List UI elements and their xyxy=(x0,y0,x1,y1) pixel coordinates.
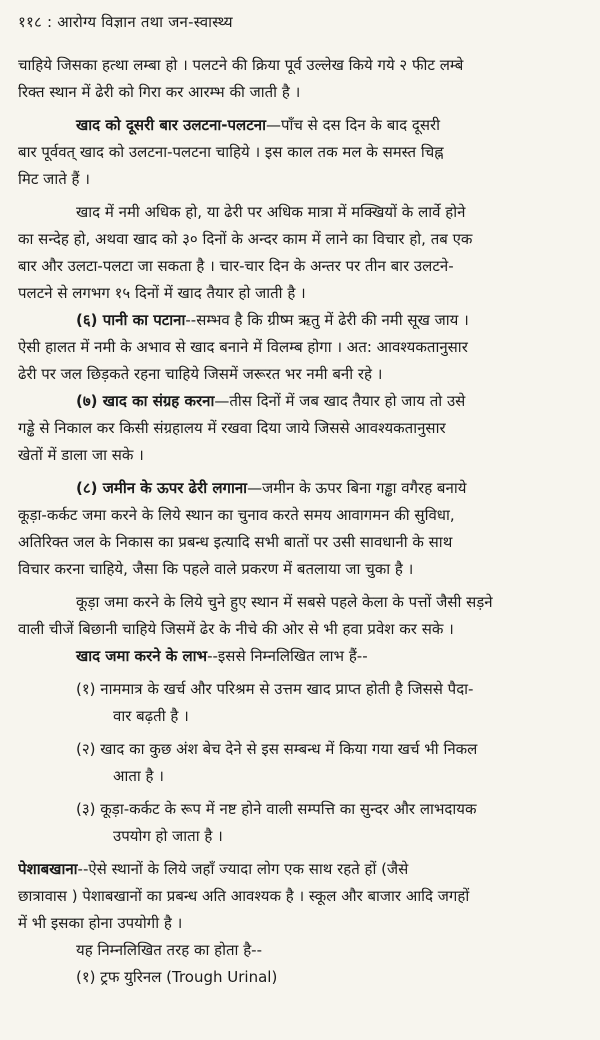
section-storage xyxy=(18,388,586,415)
text-line: कूड़ा-कर्कट जमा करने के लिये स्थान का चुनाव करते समय आवागमन की सुविधा, xyxy=(18,506,455,524)
text-line: खेतों में डाला जा सके । xyxy=(18,446,144,464)
section-heading: पेशाबखाना xyxy=(18,860,78,878)
text-span: --ऐसे स्थानों के लिये जहाँ ज्यादा लोग एक साथ रहते हों (जैसे xyxy=(77,860,409,878)
text-span: --सम्भव है कि ग्रीष्म ऋतु में ढेरी की नमी सूख जाय । xyxy=(185,311,469,329)
text-span: --इससे निम्नलिखित लाभ हैं-- xyxy=(207,647,368,665)
text-line: मिट जाते हैं । xyxy=(18,170,90,188)
list-item: (२) खाद का कुछ अंश बेच देने से इस सम्बन्ध में किया गया खर्च भी निकल xyxy=(76,740,478,758)
list-item-continuation: उपयोग हो जाता है । xyxy=(113,827,223,845)
list-item-continuation: आता है । xyxy=(113,767,164,785)
section-heading: (८) जमीन के ऊपर ढेरी लगाना xyxy=(76,479,248,497)
running-header: ११८ : आरोग्य विज्ञान तथा जन-स्वास्थ्य xyxy=(18,13,233,31)
text-span: —जमीन के ऊपर बिना गड्ढा वगैरह बनाये xyxy=(247,479,467,497)
section-benefits xyxy=(18,643,586,670)
list-item: (१) नाममात्र के खर्च और परिश्रम से उत्तम खाद प्राप्त होती है जिससे पैदा- xyxy=(76,680,474,698)
section-heading: (६) पानी का पटाना xyxy=(76,311,186,329)
text-line: का सन्देह हो, अथवा खाद को ३० दिनों के अन्दर काम में लाने का विचार हो, तब एक xyxy=(18,230,473,248)
section-above-ground-heap xyxy=(18,475,586,502)
section-second-turning xyxy=(18,112,586,139)
section-urinal xyxy=(18,856,586,883)
text-line: कूड़ा जमा करने के लिये चुने हुए स्थान में सबसे पहले केला के पत्तों जैसी सड़ने xyxy=(76,593,493,611)
text-line: अतिरिक्त जल के निकास का प्रबन्ध इत्यादि सभी बातों पर उसी सावधानी के साथ xyxy=(18,533,453,551)
text-line: गड्ढे से निकाल कर किसी संग्रहालय में रखवा दिया जाये जिससे आवश्यकतानुसार xyxy=(18,419,446,437)
section-heading: खाद जमा करने के लाभ xyxy=(76,647,208,665)
text-line: रिक्त स्थान में ढेरी को गिरा कर आरम्भ की जाती है । xyxy=(18,83,301,101)
text-line: ऐसी हालत में नमी के अभाव से खाद बनाने में विलम्ब होगा । अत: आवश्यकतानुसार xyxy=(18,338,468,356)
list-item: (३) कूड़ा-कर्कट के रूप में नष्ट होने वाली सम्पत्ति का सुन्दर और लाभदायक xyxy=(76,800,477,818)
text-line: खाद में नमी अधिक हो, या ढेरी पर अधिक मात्रा में मक्खियों के लार्वे होने xyxy=(76,203,466,221)
text-line: छात्रावास ) पेशाबखानों का प्रबन्ध अति आवश्यक है । स्कूल और बाजार आदि जगहों xyxy=(18,887,470,905)
text-line: बार और उलटा-पलटा जा सकता है । चार-चार दिन के अन्तर पर तीन बार उलटने- xyxy=(18,257,454,275)
text-line: यह निम्नलिखित तरह का होता है-- xyxy=(76,941,262,959)
text-line: विचार करना चाहिये, जैसा कि पहले वाले प्रकरण में बतलाया जा चुका है । xyxy=(18,560,414,578)
text-line: वाली चीजें बिछानी चाहिये जिसमें ढेर के नीचे की ओर से भी हवा प्रवेश कर सके । xyxy=(18,620,454,638)
list-item: (१) ट्रफ युरिनल (Trough Urinal) xyxy=(76,968,278,986)
text-line: पलटने से लगभग १५ दिनों में खाद तैयार हो जाती है । xyxy=(18,284,306,302)
text-line: बार पूर्ववत् खाद को उलटना-पलटना चाहिये । इस काल तक मल के समस्त चिह्न xyxy=(18,143,444,161)
text-line: ढेरी पर जल छिड़कते रहना चाहिये जिसमें जरूरत भर नमी बनी रहे । xyxy=(18,365,383,383)
text-line: चाहिये जिसका हत्था लम्बा हो । पलटने की क्रिया पूर्व उल्लेख किये गये २ फीट लम्बे xyxy=(18,56,464,74)
list-item-continuation: वार बढ़ती है । xyxy=(113,707,189,725)
text-span: —तीस दिनों में जब खाद तैयार हो जाय तो उसे xyxy=(214,392,466,410)
section-heading: खाद को दूसरी बार उलटना-पलटना xyxy=(76,116,266,134)
section-watering xyxy=(18,307,586,334)
text-line: में भी इसका होना उपयोगी है । xyxy=(18,914,183,932)
text-span: —पाँच से दस दिन के बाद दूसरी xyxy=(265,116,441,134)
section-heading: (७) खाद का संग्रह करना xyxy=(76,392,215,410)
